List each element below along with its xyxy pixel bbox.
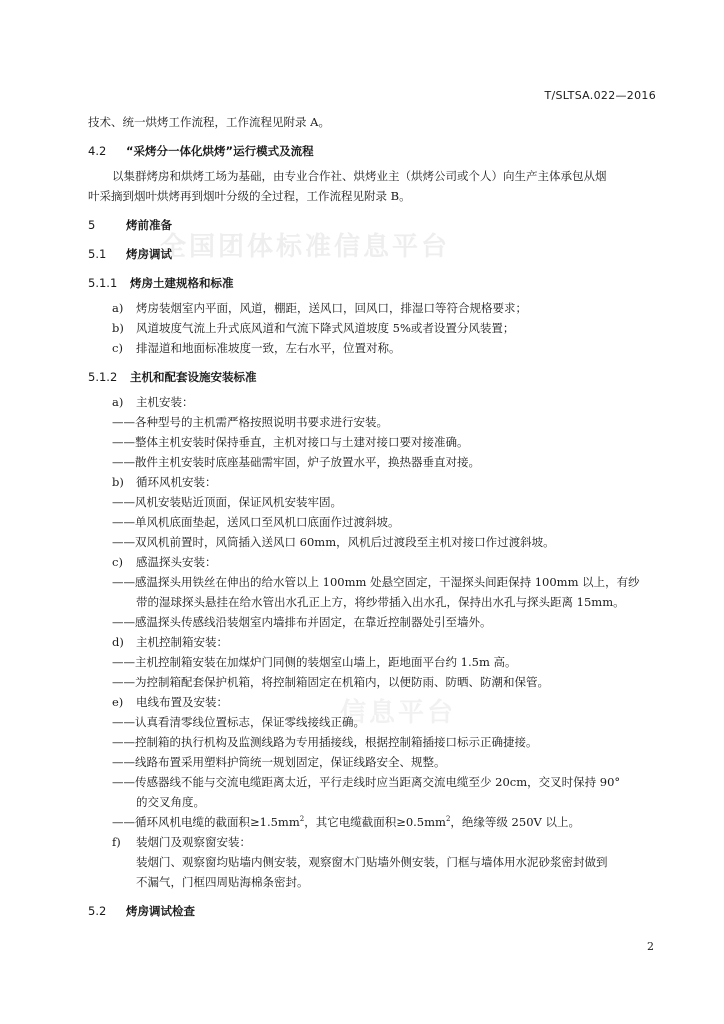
- list-label: b): [112, 475, 124, 489]
- list-text: 电线布置及安装：: [136, 695, 228, 709]
- continuation-text: 技术、统一烘烤工作流程，工作流程见附录 A。: [88, 115, 330, 129]
- list-text: 烤房装烟室内平面，风道，棚距，送风口，回风口，排湿口等符合规格要求；: [136, 301, 527, 315]
- list-text: 装烟门及观察窗安装：: [136, 835, 251, 849]
- dash-item: [88, 812, 648, 832]
- list-item: [88, 318, 648, 338]
- text-run: ——循环风机电缆的截面积≥1.5mm: [112, 815, 300, 829]
- heading-5-1: [88, 244, 648, 264]
- heading-5-2: [88, 901, 648, 921]
- list-label: c): [112, 341, 123, 355]
- dash-item: ——认真看清零线位置标志，保证零线接线正确。: [112, 715, 365, 729]
- heading-4-2: [88, 141, 648, 161]
- list-label: a): [112, 301, 124, 315]
- heading-number: 5.1.1: [88, 276, 118, 290]
- page-content: [88, 112, 648, 926]
- text-run: ，绝缘等级 250V 以上。: [450, 815, 580, 829]
- list-label: e): [112, 695, 124, 709]
- watermark: 全国团体标准信息平台: [160, 232, 451, 262]
- list-item: [88, 472, 648, 492]
- dash-item: ——整体主机安装时保持垂直，主机对接口与土建对接口要对接准确。: [112, 435, 469, 449]
- heading-title: “采烤分一体化烘烤”运行模式及流程: [126, 144, 314, 158]
- list-item: [88, 692, 648, 712]
- paragraph-line: 不漏气，门框四周贴海棉条密封。: [136, 875, 309, 889]
- heading-5-1-1: [88, 273, 648, 293]
- list-label: b): [112, 321, 124, 335]
- heading-title: 主机和配套设施安装标准: [130, 370, 257, 384]
- list-text: 感温探头安装：: [136, 555, 217, 569]
- heading-number: 5: [88, 218, 96, 232]
- superscript: 2: [445, 815, 451, 824]
- list-text: 风道坡度气流上升式底风道和气流下降式风道坡度 5%或者设置分风装置；: [136, 321, 515, 335]
- page-number: 2: [647, 940, 654, 953]
- dash-item: ——单风机底面垫起，送风口至风机口底面作过渡斜坡。: [112, 515, 400, 529]
- list-label: d): [112, 635, 124, 649]
- list-text: 主机安装：: [136, 395, 194, 409]
- dash-item-continuation: 带的湿球探头悬挂在给水管出水孔正上方，将纱带插入出水孔，保持出水孔与探头距离 15mm。: [136, 595, 625, 609]
- heading-5: [88, 215, 648, 235]
- list-label: a): [112, 395, 124, 409]
- dash-item: ——感温探头传感线沿装烟室内墙排布并固定，在靠近控制器处引至墙外。: [112, 615, 492, 629]
- list-label: c): [112, 555, 123, 569]
- list-label: f): [112, 835, 121, 849]
- heading-5-1-2: [88, 367, 648, 387]
- dash-item: ——传感器线不能与交流电缆距离太近，平行走线时应当距离交流电缆至少 20cm，交叉时保持 90°: [112, 775, 621, 789]
- list-item: [88, 298, 648, 318]
- dash-item-continuation: 的交叉角度。: [136, 795, 205, 809]
- dash-item: ——风机安装贴近顶面，保证风机安装牢固。: [112, 495, 342, 509]
- heading-number: 4.2: [88, 144, 107, 158]
- dash-item: ——控制箱的执行机构及监测线路为专用插接线，根据控制箱插接口标示正确捷接。: [112, 735, 538, 749]
- dash-item: ——感温探头用铁丝在伸出的给水管以上 100mm 处悬空固定，干湿探头间距保持 100mm 以上，有纱: [112, 575, 640, 589]
- heading-title: 烤前准备: [126, 218, 172, 232]
- dash-item: ——主机控制箱安装在加煤炉门同侧的装烟室山墙上，距地面平台约 1.5m 高。: [112, 655, 517, 669]
- list-text: 循环风机安装：: [136, 475, 217, 489]
- standard-code: T/SLTSA.022—2016: [544, 89, 656, 102]
- list-text: 排湿道和地面标准坡度一致，左右水平，位置对称。: [136, 341, 401, 355]
- list-item: [88, 552, 648, 572]
- paragraph-line: 装烟门、观察窗均贴墙内侧安装，观察窗木门贴墙外侧安装，门框与墙体用水泥砂浆密封做到: [136, 855, 608, 869]
- list-item: [88, 392, 648, 412]
- dash-item: ——散件主机安装时底座基础需牢固，炉子放置水平，换热器垂直对接。: [112, 455, 480, 469]
- watermark-faint: 信息平台: [340, 698, 457, 728]
- list-item: [88, 338, 648, 358]
- paragraph-line: 以集群烤房和烘烤工场为基础，由专业合作社、烘烤业主（烘烤公司或个人）向生产主体承包从烟: [112, 169, 607, 183]
- heading-title: 烤房土建规格和标准: [130, 276, 234, 290]
- heading-title: 烤房调试检查: [126, 904, 195, 918]
- heading-title: 烤房调试: [126, 247, 172, 261]
- heading-number: 5.2: [88, 904, 107, 918]
- text-run: ，其它电缆截面积≥0.5mm: [304, 815, 446, 829]
- list-item: [88, 832, 648, 852]
- dash-item: ——各种型号的主机需严格按照说明书要求进行安装。: [112, 415, 388, 429]
- heading-number: 5.1: [88, 247, 107, 261]
- dash-item: ——为控制箱配套保护机箱，将控制箱固定在机箱内，以便防雨、防晒、防潮和保管。: [112, 675, 549, 689]
- paragraph-line: 叶采摘到烟叶烘烤再到烟叶分级的全过程，工作流程见附录 B。: [88, 189, 411, 203]
- dash-item: ——线路布置采用塑料护筒统一规划固定，保证线路安全、规整。: [112, 755, 446, 769]
- dash-item: ——双风机前置时，风筒插入送风口 60mm，风机后过渡段至主机对接口作过渡斜坡。: [112, 535, 555, 549]
- list-text: 主机控制箱安装：: [136, 635, 228, 649]
- list-item: [88, 632, 648, 652]
- superscript: 2: [299, 815, 305, 824]
- heading-number: 5.1.2: [88, 370, 118, 384]
